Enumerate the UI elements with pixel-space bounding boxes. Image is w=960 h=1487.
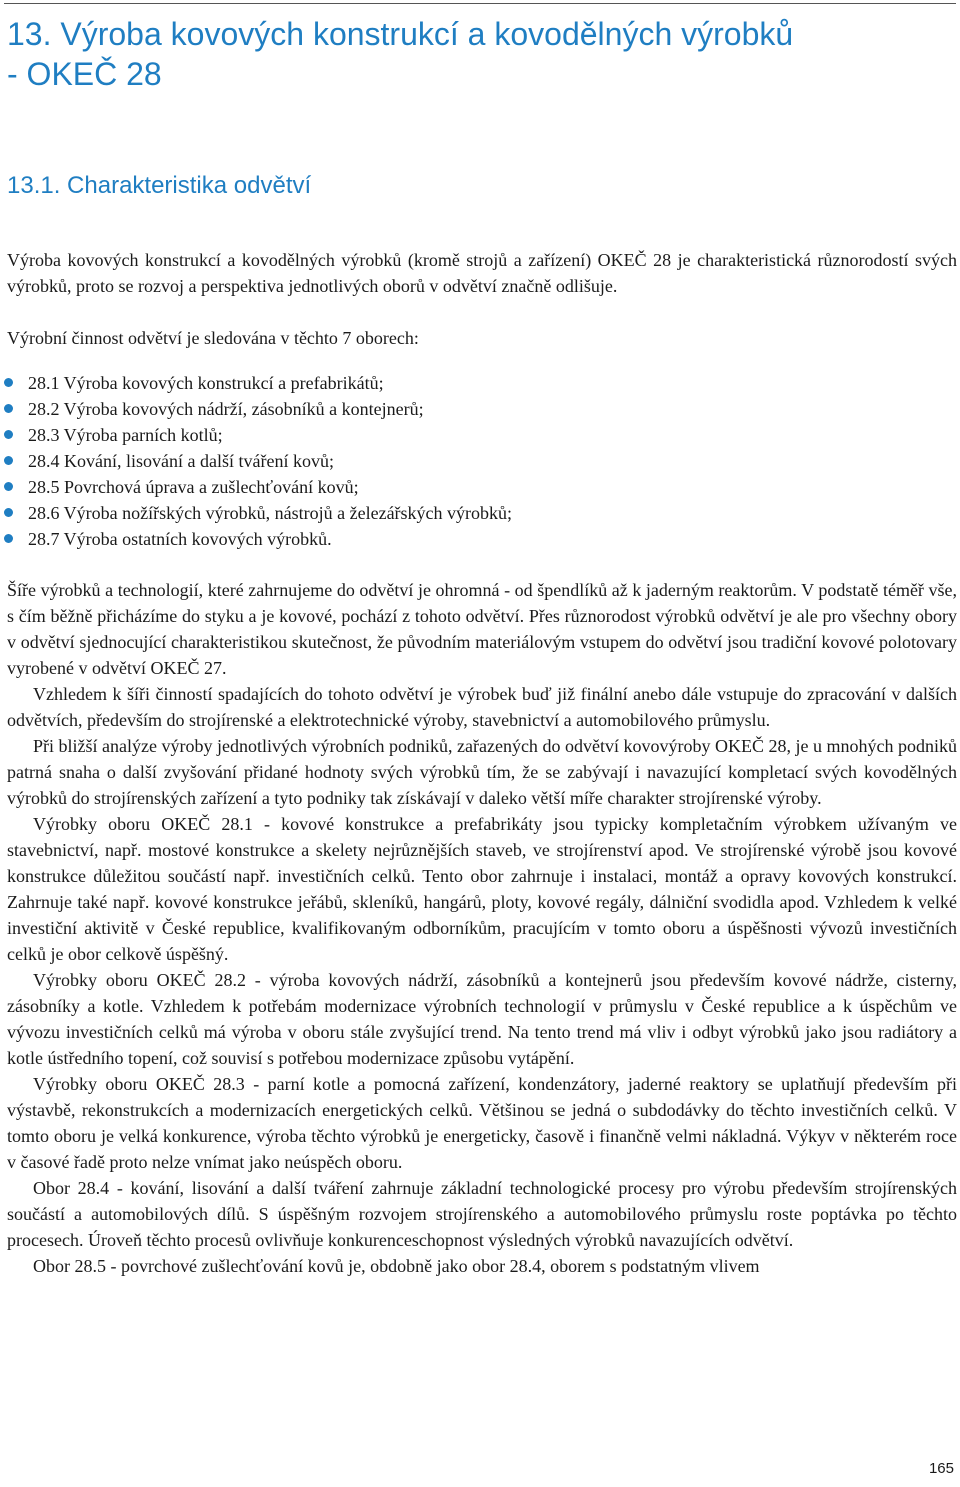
body-paragraph: Výrobky oboru OKEČ 28.1 - kovové konstrukce a prefabrikáty jsou typicky kompletačním výrobkem užívaným ve stavebnictví, např. mostové konstrukce a skelety nejrůznějších staveb, ve strojírenství apod. Ve strojírenské výrobě jsou kovové konstrukce důležitou součástí např. investičních celků. Tento obor zahrnuje i instalaci, montáž a opravy kovových konstrukcí. Zahrnuje také např. kovové konstrukce jeřábů, skleníků, hangárů, ploty, kovové regály, dálniční svodidla apod. Vzhledem k velké investiční aktivitě v České republice, kvalifikovaným odborníkům, pracujícím v tomto oboru a úspěšnosti vývozů investičních celků je obor celkově úspěšný. xyxy=(7,814,957,964)
body-paragraph: Šíře výrobků a technologií, které zahrnujeme do odvětví je ohromná - od špendlíků až k jaderným reaktorům. V podstatě téměř vše, s čím běžně přicházíme do styku a je kovové, pochází z tohoto odvětví. Přes různorodost výrobků odvětví je ale pro všechny obory v odvětví sjednocující charakteristikou skutečnost, že původním materiálovým vstupem do odvětví jsou tradiční kovové polotovary vyrobené v odvětví OKEČ 27. xyxy=(7,580,957,678)
list-item-text: 28.3 Výroba parních kotlů; xyxy=(28,425,223,445)
top-rule xyxy=(4,3,956,4)
body-paragraph: Vzhledem k šíři činností spadajících do tohoto odvětví je výrobek buď již finální anebo dále vstupuje do zpracování v dalších odvětvích, především do strojírenské a elektrotechnické výroby, stavebnictví a automobilového průmyslu. xyxy=(7,684,957,730)
list-item-text: 28.2 Výroba kovových nádrží, zásobníků a kontejnerů; xyxy=(28,399,424,419)
list-item-text: 28.5 Povrchová úprava a zušlechťování kovů; xyxy=(28,477,359,497)
branch-list xyxy=(0,370,950,552)
bullet-icon xyxy=(4,430,13,439)
list-item xyxy=(0,500,950,526)
list-item xyxy=(0,422,950,448)
chapter-title-line-1: 13. Výroba kovových konstrukcí a kovodělných výrobků xyxy=(7,16,794,52)
list-item-text: 28.6 Výroba nožířských výrobků, nástrojů a železářských výrobků; xyxy=(28,503,513,523)
body-paragraph: Při bližší analýze výroby jednotlivých výrobních podniků, zařazených do odvětví kovovýroby OKEČ 28, je u mnohých podniků patrná snaha o další zvyšování přidané hodnoty svých výrobků tím, že se zabývají i navazující kompletací svých kovodělných výrobků do strojírenských zařízení a tyto podniky tak získávají v daleko větší míře charakter strojírenské výroby. xyxy=(7,736,957,808)
bullet-icon xyxy=(4,404,13,413)
bullet-icon xyxy=(4,378,13,387)
chapter-title xyxy=(7,14,957,94)
list-item xyxy=(0,526,950,552)
list-item-text: 28.4 Kování, lisování a další tváření kovů; xyxy=(28,451,334,471)
list-item xyxy=(0,474,950,500)
list-item xyxy=(0,370,950,396)
body-paragraph: Obor 28.4 - kování, lisování a další tváření zahrnuje základní technologické procesy pro výrobu především strojírenských součástí a automobilových dílů. S úspěšným rozvojem strojírenského a automobilového průmyslu roste poptávka po těchto procesech. Úroveň těchto procesů ovlivňuje konkurenceschopnost výsledných výrobků navazujících odvětví. xyxy=(7,1178,957,1250)
bullet-icon xyxy=(4,482,13,491)
body-paragraph: Výrobky oboru OKEČ 28.3 - parní kotle a pomocná zařízení, kondenzátory, jaderné reaktory se uplatňují především při výstavbě, rekonstrukcích a modernizacích energetických celků. Většinou se jedná o subdodávky do těchto investičních celků. V tomto oboru je velká konkurence, výroba těchto výrobků je energeticky, časově i finančně velmi nákladná. Výkyv v některém roce v časové řadě proto nelze vnímat jako neúspěch oboru. xyxy=(7,1074,957,1172)
page-number: 165 xyxy=(928,1460,954,1477)
section-title: 13.1. Charakteristika odvětví xyxy=(7,172,312,199)
list-item xyxy=(0,448,950,474)
chapter-title-line-2: - OKEČ 28 xyxy=(7,56,162,92)
body-text xyxy=(7,577,957,1279)
intro-paragraph-2: Výrobní činnost odvětví je sledována v těchto 7 oborech: xyxy=(7,328,419,348)
body-paragraph: Výrobky oboru OKEČ 28.2 - výroba kovových nádrží, zásobníků a kontejnerů jsou především kovové nádrže, cisterny, zásobníky a kotle. Vzhledem k potřebám modernizace výrobních technologií v průmyslu v České republice a k úspěchům ve vývozu investičních celků má výroba v oboru stále zvyšující trend. Na tento trend má vliv i odbyt výrobků jako jsou radiátory a kotle ústředního topení, což souvisí s potřebou modernizace způsobu vytápění. xyxy=(7,970,957,1068)
list-item xyxy=(0,396,950,422)
list-item-text: 28.1 Výroba kovových konstrukcí a prefabrikátů; xyxy=(28,373,384,393)
bullet-icon xyxy=(4,456,13,465)
body-paragraph: Obor 28.5 - povrchové zušlechťování kovů je, obdobně jako obor 28.4, oborem s podstatným vlivem xyxy=(33,1256,760,1276)
intro-paragraph: Výroba kovových konstrukcí a kovodělných výrobků (kromě strojů a zařízení) OKEČ 28 je charakteristická různorodostí svých výrobků, proto se rozvoj a perspektiva jednotlivých oborů v odvětví značně odlišuje. xyxy=(7,250,957,296)
bullet-icon xyxy=(4,508,13,517)
bullet-icon xyxy=(4,534,13,543)
list-item-text: 28.7 Výroba ostatních kovových výrobků. xyxy=(28,529,332,549)
